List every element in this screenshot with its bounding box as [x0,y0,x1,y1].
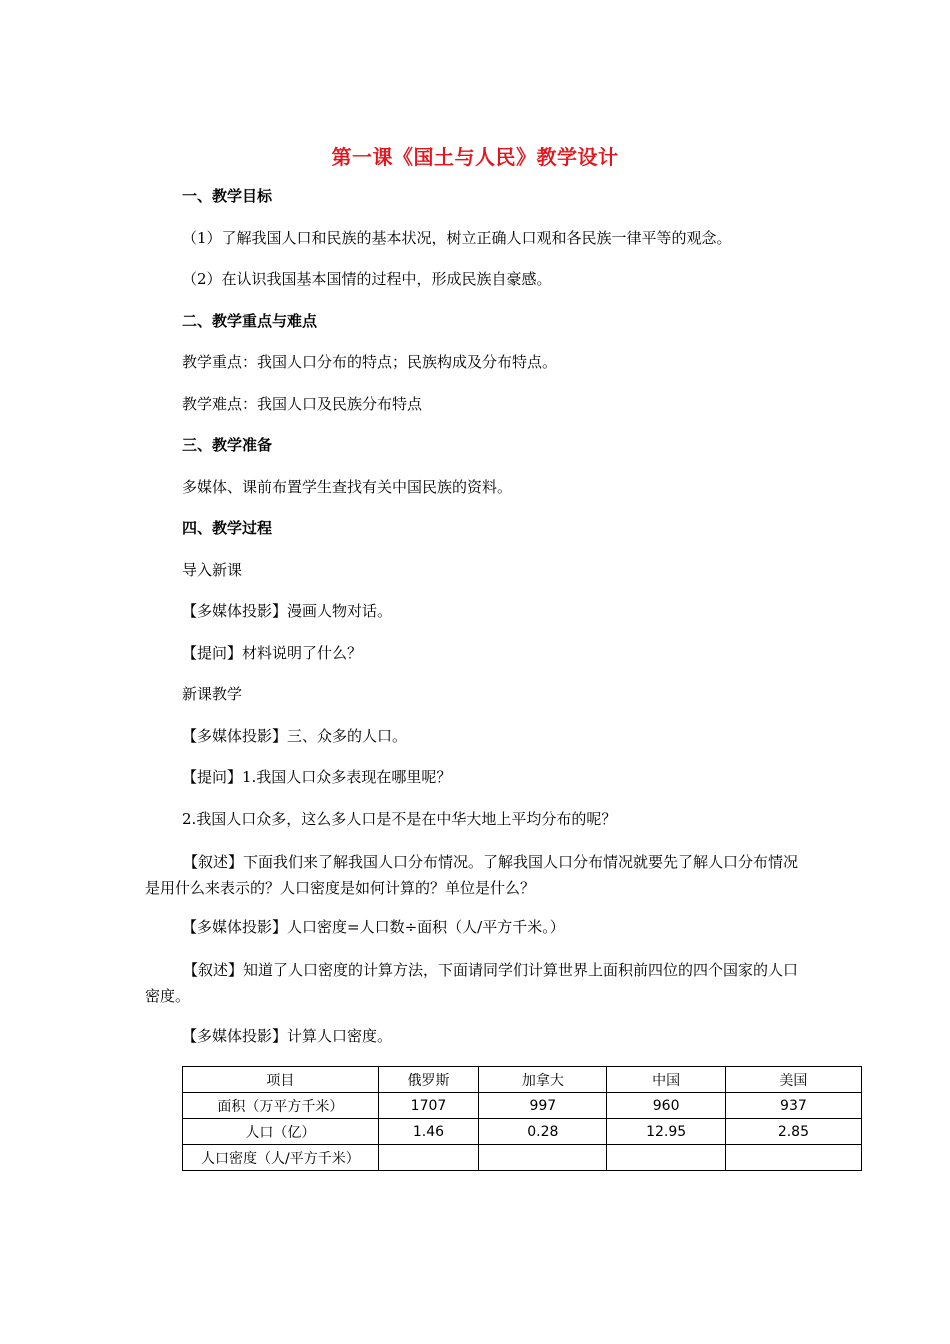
table-header-cell: 加拿大 [479,1067,607,1093]
process-line: 【提问】材料说明了什么？ [182,644,363,662]
table-row [183,1145,862,1171]
section-heading-objectives: 一、教学目标 [182,187,273,205]
population-density-table [182,1066,862,1171]
table-cell: 937 [725,1093,861,1119]
table-cell: 0.28 [479,1119,607,1145]
table-header-cell: 俄罗斯 [378,1067,478,1093]
table-cell: 960 [607,1093,725,1119]
process-line: 【提问】1.我国人口众多表现在哪里呢？ [182,768,452,786]
section-heading-preparation: 三、教学准备 [182,436,273,454]
table-cell: 997 [479,1093,607,1119]
process-line: 新课教学 [182,685,243,703]
table-cell: 人口（亿） [183,1119,379,1145]
teaching-difficulty: 教学难点：我国人口及民族分布特点 [182,395,423,413]
section-heading-key-points: 二、教学重点与难点 [182,312,318,330]
objective-item-2: （2）在认识我国基本国情的过程中，形成民族自豪感。 [182,270,552,288]
projection-calc: 【多媒体投影】计算人口密度。 [182,1027,393,1045]
table-header-cell: 美国 [725,1067,861,1093]
table-cell [479,1145,607,1171]
process-line: 导入新课 [182,561,243,579]
section-heading-process: 四、教学过程 [182,519,273,537]
table-cell: 人口密度（人/平方千米） [183,1145,379,1171]
table-cell [378,1145,478,1171]
process-line: 【多媒体投影】三、众多的人口。 [182,727,408,745]
table-cell: 1707 [378,1093,478,1119]
objective-item-1: （1）了解我国人口和民族的基本状况，树立正确人口观和各民族一律平等的观念。 [182,229,732,247]
table-header-row [183,1067,862,1093]
process-line: 【多媒体投影】漫画人物对话。 [182,602,393,620]
process-line: 2.我国人口众多，这么多人口是不是在中华大地上平均分布的呢？ [182,810,617,828]
document-title: 第一课《国土与人民》教学设计 [331,145,619,169]
projection-density-formula: 【多媒体投影】人口密度=人口数÷面积（人/平方千米。） [182,918,565,936]
table-cell: 面积（万平方千米） [183,1093,379,1119]
table-cell: 1.46 [378,1119,478,1145]
table-cell [725,1145,861,1171]
narration-paragraph: 【叙述】下面我们来了解我国人口分布情况。了解我国人口分布情况就要先了解人口分布情况是用什么来表示的？人口密度是如何计算的？单位是什么？ [145,853,799,897]
table-cell: 12.95 [607,1119,725,1145]
table-row [183,1119,862,1145]
narration-paragraph: 【叙述】知道了人口密度的计算方法，下面请同学们计算世界上面积前四位的四个国家的人口密度。 [145,961,799,1005]
table-row [183,1093,862,1119]
preparation-text: 多媒体、课前布置学生查找有关中国民族的资料。 [182,478,513,496]
teaching-focus: 教学重点：我国人口分布的特点；民族构成及分布特点。 [182,353,558,371]
table-cell [607,1145,725,1171]
table-header-cell: 中国 [607,1067,725,1093]
table-cell: 2.85 [725,1119,861,1145]
table-header-cell: 项目 [183,1067,379,1093]
